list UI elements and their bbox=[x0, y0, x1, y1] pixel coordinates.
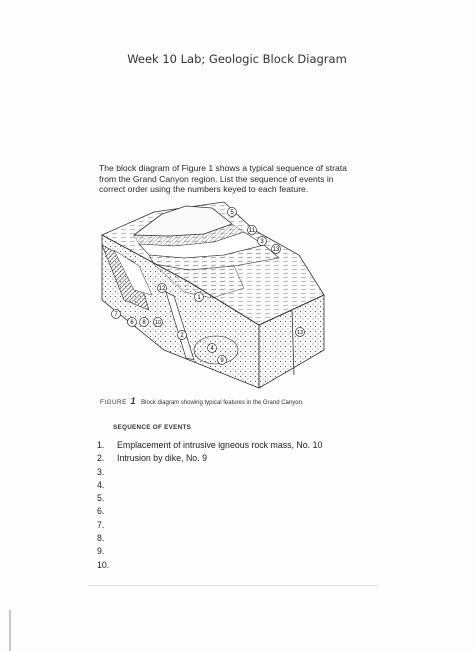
marker-2 bbox=[178, 331, 187, 340]
marker-10 bbox=[154, 318, 163, 327]
svg-text:11: 11 bbox=[248, 228, 256, 235]
svg-text:6: 6 bbox=[130, 320, 134, 327]
scan-edge-mark bbox=[9, 610, 11, 651]
caption-number: 1 bbox=[130, 396, 136, 406]
event-item: 1. Emplacement of intrusive igneous rock mass, No. 10 bbox=[97, 440, 323, 450]
marker-7 bbox=[112, 310, 121, 319]
svg-text:12: 12 bbox=[158, 286, 166, 293]
svg-text:13: 13 bbox=[296, 330, 304, 337]
svg-text:2: 2 bbox=[180, 333, 184, 340]
marker-9 bbox=[218, 356, 227, 365]
event-item: 3. bbox=[97, 466, 105, 477]
svg-text:13: 13 bbox=[272, 247, 280, 254]
event-item: 4. bbox=[97, 479, 105, 490]
marker-3 bbox=[258, 237, 267, 246]
event-item: 6. bbox=[97, 506, 105, 517]
event-item: 8. bbox=[97, 533, 105, 544]
event-item: 2. Intrusion by dike, No. 9 bbox=[97, 453, 207, 464]
caption-text: Block diagram showing typical features in the Grand Canyon. bbox=[141, 400, 304, 406]
event-item: 5. bbox=[97, 493, 105, 504]
svg-text:9: 9 bbox=[220, 358, 224, 365]
event-item: 7. bbox=[97, 519, 105, 530]
marker-8 bbox=[140, 318, 149, 327]
instructions-paragraph: The block diagram of Figure 1 shows a typical sequence of strata from the Grand Canyon region. List the sequence of events in correct order using the numbers keyed to each feature. bbox=[99, 163, 347, 195]
page-title: Week 10 Lab; Geologic Block Diagram bbox=[127, 52, 347, 66]
marker-13-lower bbox=[296, 328, 305, 337]
marker-5 bbox=[228, 208, 237, 217]
divider bbox=[88, 585, 378, 586]
svg-text:4: 4 bbox=[210, 346, 214, 353]
svg-text:3: 3 bbox=[260, 239, 264, 246]
svg-text:8: 8 bbox=[142, 320, 146, 327]
event-item: 9. bbox=[97, 546, 105, 557]
event-text: Emplacement of intrusive igneous rock mass, No. 10 bbox=[117, 440, 323, 450]
svg-text:1: 1 bbox=[197, 295, 201, 302]
sequence-heading: SEQUENCE OF EVENTS bbox=[113, 424, 192, 431]
events-list bbox=[97, 439, 322, 572]
marker-13 bbox=[272, 245, 281, 254]
marker-11 bbox=[248, 226, 257, 235]
marker-1 bbox=[195, 293, 204, 302]
event-item: 10. bbox=[97, 559, 110, 570]
marker-12 bbox=[158, 284, 167, 293]
marker-6 bbox=[128, 318, 137, 327]
figure-caption bbox=[100, 396, 304, 406]
svg-text:5: 5 bbox=[230, 210, 234, 217]
marker-4 bbox=[208, 344, 217, 353]
caption-label: FIGURE bbox=[100, 399, 127, 406]
block-diagram bbox=[94, 200, 334, 390]
event-text: Intrusion by dike, No. 9 bbox=[117, 453, 207, 464]
svg-text:7: 7 bbox=[114, 312, 118, 319]
svg-text:10: 10 bbox=[154, 320, 162, 327]
